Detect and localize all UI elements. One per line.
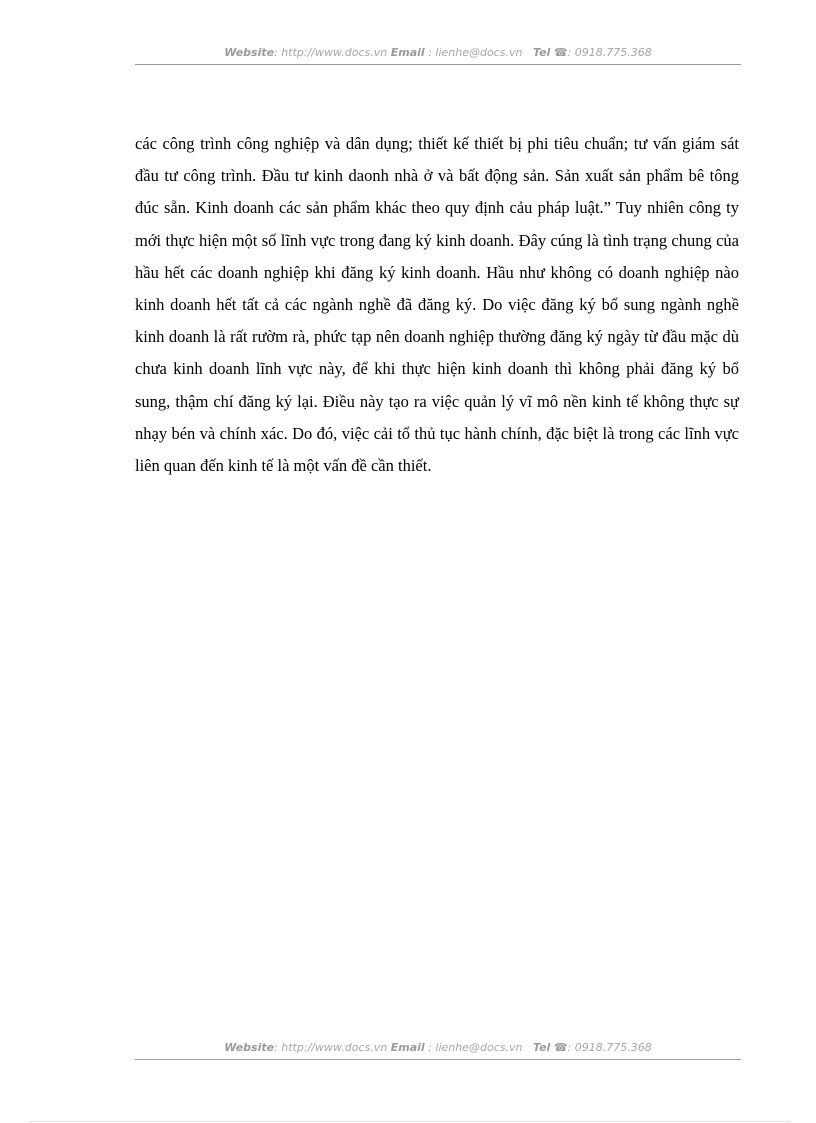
header-email-label: Email (390, 46, 425, 59)
footer-email-label: Email (390, 1041, 425, 1054)
header-website-label: Website (224, 46, 275, 59)
body-paragraph: các công trình công nghiệp và dân dụng; thiết kế thiết bị phi tiêu chuẩn; tư vấn giám sát đầu tư công trình. Đầu tư kinh daonh nhà ở và bất động sản. Sản xuất sản phẩm bê tông đúc sẵn. Kinh doanh các sản phẩm khác theo quy định cảu pháp luật.” Tuy nhiên công ty mới thực hiện một số lĩnh vực trong đang ký kinh doanh. Đây cúng là tình trạng chung của hầu hết các doanh nghiệp khi đăng ký kinh doanh. Hầu như không có doanh nghiệp nào kinh doanh hết tất cả các ngành nghề đã đăng ký. Do việc đăng ký bổ sung ngành nghề kinh doanh là rất rườm rà, phức tạp nên doanh nghiệp thường đăng ký ngày từ đầu mặc dù chưa kinh doanh lĩnh vực này, để khi thực hiện kinh doanh thì không phải đăng ký bổ sung, thậm chí đăng ký lại. Điều này tạo ra việc quản lý vĩ mô nền kinh tế không thực sự nhạy bén và chính xác. Do đó, việc cải tổ thủ tục hành chính, đặc biệt là trong các lĩnh vực liên quan đến kinh tế là một vấn đề cần thiết. (135, 134, 739, 476)
header-tel-label: Tel (532, 46, 551, 59)
header-website-url: : http://www.docs.vn (274, 46, 388, 59)
footer-tel-value: : 0918.775.368 (567, 1041, 652, 1054)
footer-email-value: : lienhe@docs.vn (428, 1041, 523, 1054)
page-bottom-edge (30, 1121, 790, 1122)
header-tel-value: : 0918.775.368 (567, 46, 652, 59)
header-email-value: : lienhe@docs.vn (428, 46, 523, 59)
page-header (135, 46, 741, 65)
footer-website-label: Website (224, 1041, 275, 1054)
phone-icon: ☎ (553, 1041, 568, 1054)
footer-website-url: : http://www.docs.vn (274, 1041, 388, 1054)
page-footer (135, 1041, 741, 1060)
footer-tel-label: Tel (532, 1041, 551, 1054)
phone-icon: ☎ (553, 46, 568, 59)
